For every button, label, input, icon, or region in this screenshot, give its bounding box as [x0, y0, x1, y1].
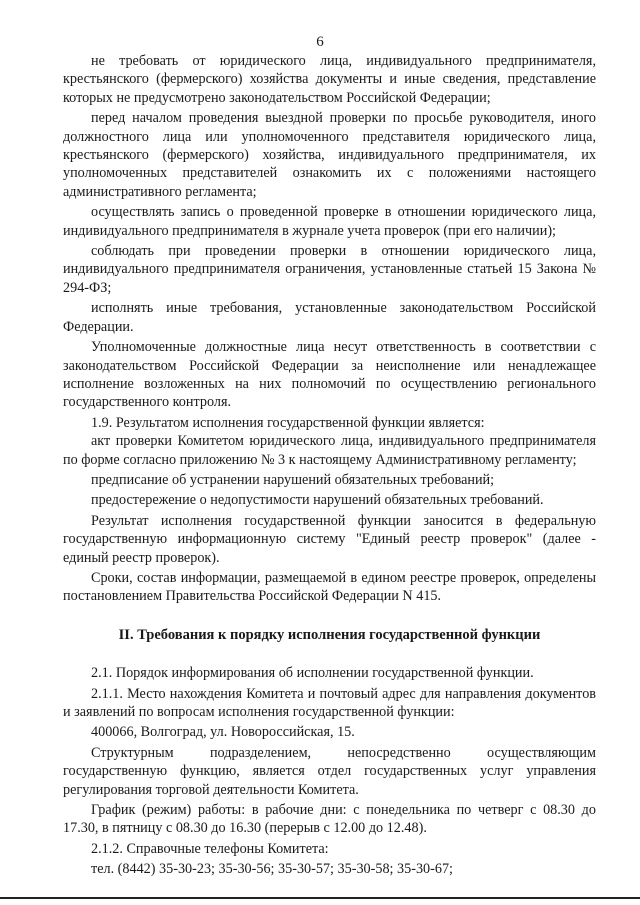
paragraph: перед началом проведения выездной проверки по просьбе руководителя, иного должностного лица или уполномоченного представителя юридического лица, крестьянского (фермерского) хозяйства, индивидуального предпринимателя, их уполномоченных представителей ознакомить их с положениями настоящего административного регламента;: [63, 110, 596, 200]
paragraph: не требовать от юридического лица, индивидуального предпринимателя, крестьянского (фермерского) хозяйства документы и иные сведения, представление которых не предусмотрено законодательством Российской Федерации;: [63, 53, 596, 106]
paragraph: предостережение о недопустимости нарушений обязательных требований.: [91, 492, 544, 509]
paragraph: 2.1.1. Место нахождения Комитета и почтовый адрес для направления документов и заявлений по вопросам исполнения государственной функции:: [63, 685, 596, 720]
paragraph: 1.9. Результатом исполнения государственной функции является:: [91, 414, 485, 431]
paragraph: Структурным подразделением, непосредственно осуществляющим государственную функцию, является отдел государственных услуг управления регулирования торговой деятельности Комитета.: [63, 744, 596, 798]
page-bottom-edge: [0, 897, 640, 899]
document-body: [63, 52, 596, 879]
paragraph: акт проверки Комитетом юридического лица, индивидуального предпринимателя по форме согласно приложению № 3 к настоящему Административному регламенту;: [63, 433, 596, 468]
paragraph: 400066, Волгоград, ул. Новороссийская, 15.: [91, 724, 355, 741]
paragraph: График (режим) работы: в рабочие дни: с понедельника по четверг с 08.30 до 17.30, в пятницу с 08.30 до 16.30 (перерыв с 12.00 до 12.48).: [63, 802, 596, 837]
page-number: 6: [316, 34, 324, 50]
paragraph: 2.1. Порядок информирования об исполнении государственной функции.: [91, 665, 534, 682]
paragraph: осуществлять запись о проведенной проверке в отношении юридического лица, индивидуального предпринимателя в журнале учета проверок (при его наличии);: [63, 204, 596, 239]
paragraph: предписание об устранении нарушений обязательных требований;: [91, 471, 495, 488]
paragraph: Уполномоченные должностные лица несут ответственность в соответствии с законодательством Российской Федерации за неисполнение или ненадлежащее исполнение возложенных на них полномочий по осуществлению регионального государственного контроля.: [63, 339, 596, 411]
paragraph: исполнять иные требования, установленные законодательством Российской Федерации.: [63, 300, 596, 335]
paragraph: Результат исполнения государственной функции заносится в федеральную государственную информационную систему "Единый реестр проверок" (далее - единый реестр проверок).: [63, 512, 596, 566]
section-heading: II. Требования к порядку исполнения государственной функции: [118, 626, 541, 643]
paragraph: соблюдать при проведении проверки в отношении юридического лица, индивидуального предпринимателя ограничения, установленные статьей 15 Закона № 294-ФЗ;: [63, 243, 596, 296]
paragraph: Сроки, состав информации, размещаемой в едином реестре проверок, определены постановлением Правительства Российской Федерации N 415.: [63, 569, 596, 605]
paragraph: 2.1.2. Справочные телефоны Комитета:: [91, 840, 329, 857]
paragraph: тел. (8442) 35-30-23; 35-30-56; 35-30-57; 35-30-58; 35-30-67;: [91, 861, 453, 878]
